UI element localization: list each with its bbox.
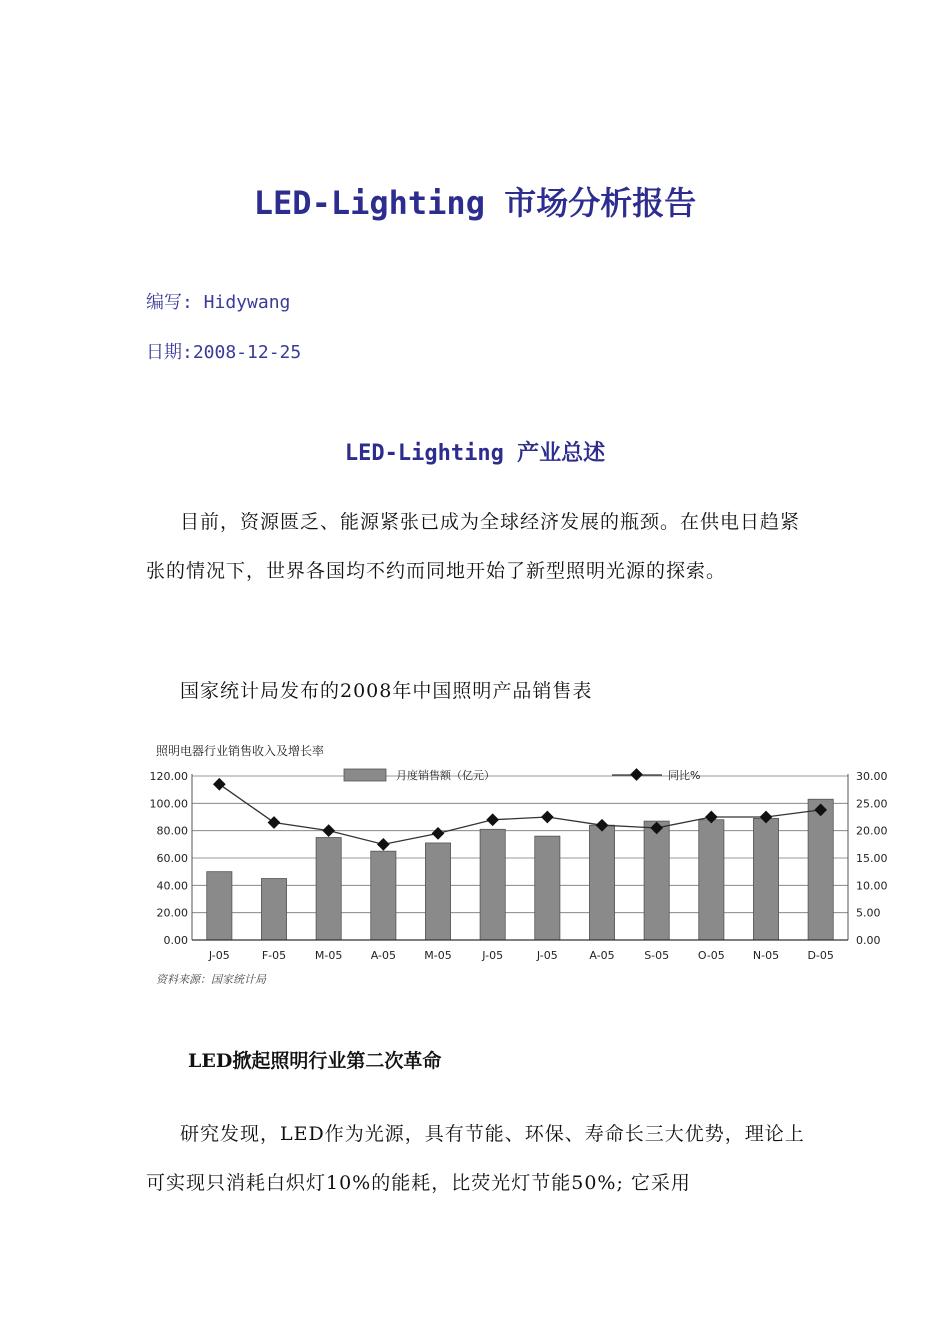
y-tick-label: 80.00	[156, 824, 188, 838]
legend-bar-swatch	[344, 769, 386, 781]
bar	[699, 820, 724, 940]
line-point	[432, 827, 445, 840]
bar	[425, 843, 450, 940]
chart-source: 资料来源：国家统计局	[156, 973, 266, 986]
x-tick-label: A-05	[589, 949, 615, 962]
y2-tick-label: 20.00	[856, 824, 888, 838]
section-title: LED-Lighting 产业总述	[344, 441, 606, 466]
y-tick-label: 0.00	[163, 934, 188, 947]
y2-tick-label: 5.00	[856, 906, 881, 920]
bar	[207, 872, 232, 940]
legend-bar-label: 月度销售额（亿元）	[396, 769, 495, 782]
subheading: LED掀起照明行业第二次革命	[188, 1050, 442, 1072]
bar	[480, 829, 505, 940]
bar	[371, 851, 396, 940]
x-tick-label: A-05	[370, 949, 396, 962]
x-tick-label: M-05	[314, 949, 343, 962]
bar	[753, 818, 778, 940]
chart-line	[213, 778, 827, 851]
x-tick-label: D-05	[807, 949, 834, 962]
author-line: 编写: Hidywang	[146, 292, 291, 313]
x-tick-label: J-05	[482, 949, 504, 962]
x-tick-label: F-05	[261, 949, 287, 962]
y-tick-label: 100.00	[150, 797, 188, 811]
line-point	[322, 824, 335, 837]
y2-tick-label: 10.00	[856, 879, 888, 893]
y-tick-label: 120.00	[150, 770, 188, 783]
legend-line-label: 同比%	[668, 769, 701, 782]
chart-legend	[344, 768, 700, 782]
y-tick-label: 40.00	[156, 879, 188, 893]
y2-tick-label: 15.00	[856, 852, 888, 865]
bar	[589, 825, 614, 940]
line-point	[213, 778, 226, 791]
x-tick-label: S-05	[644, 949, 670, 962]
x-tick-label: M-05	[424, 949, 452, 962]
x-tick-label: J-05	[536, 949, 558, 962]
date-line: 日期:2008-12-25	[146, 342, 302, 363]
y2-tick-label: 25.00	[856, 797, 888, 811]
series-line	[219, 784, 820, 844]
sales-chart	[150, 738, 900, 994]
bar	[644, 821, 669, 940]
y-tick-label: 20.00	[156, 906, 188, 920]
bar	[808, 799, 833, 940]
y2-tick-label: 30.00	[856, 770, 888, 783]
line-point	[268, 816, 281, 829]
x-tick-label: O-05	[697, 949, 725, 962]
bar	[261, 879, 286, 941]
legend-line-marker	[630, 768, 643, 781]
bar	[316, 838, 341, 941]
line-point	[541, 811, 554, 824]
line-point	[377, 838, 390, 851]
y-tick-label: 60.00	[156, 852, 188, 865]
x-tick-label: J-05	[208, 949, 230, 962]
bar	[535, 836, 560, 940]
paragraph-intro: 目前，资源匮乏、能源紧张已成为全球经济发展的瓶颈。在供电日趋紧张的情况下，世界各国均不约而同地开始了新型照明光源的探索。	[146, 511, 801, 582]
document-title: LED-Lighting 市场分析报告	[253, 184, 697, 222]
chart-title: 照明电器行业销售收入及增长率	[156, 744, 325, 758]
x-tick-label: N-05	[752, 949, 780, 962]
chart-caption: 国家统计局发布的2008年中国照明产品销售表	[180, 680, 593, 702]
chart-grid	[192, 776, 848, 940]
paragraph-led: 研究发现，LED作为光源，具有节能、环保、寿命长三大优势，理论上可实现只消耗白炽灯10%的能耗，比荧光灯节能50%; 它采用	[146, 1123, 805, 1194]
chart-bars	[207, 799, 833, 940]
y2-tick-label: 0.00	[856, 934, 881, 947]
line-point	[486, 813, 499, 826]
